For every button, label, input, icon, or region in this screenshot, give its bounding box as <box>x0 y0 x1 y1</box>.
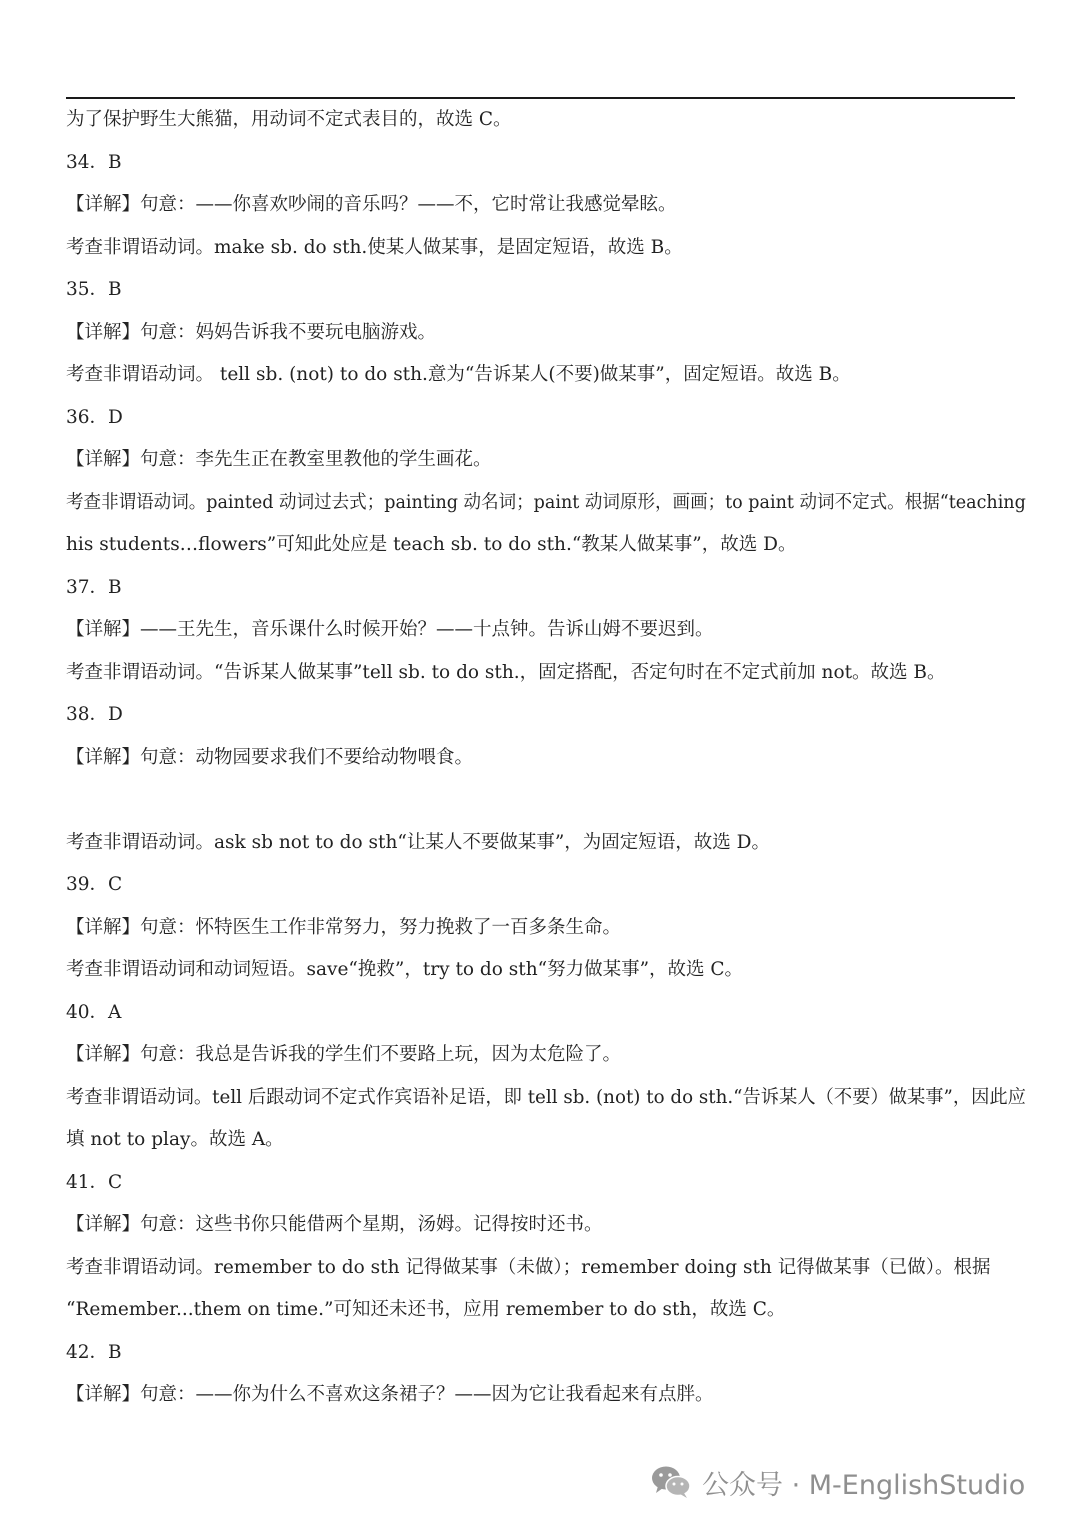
text-line: 考查非谓语动词。painted 动词过去式；painting 动名词；paint 动词原形，画画；to paint 动词不定式。根据“teaching <box>66 492 1026 513</box>
explanation-line: 【详解】句意：怀特医生工作非常努力，努力挽救了一百多条生命。 <box>66 917 622 938</box>
watermark-text: 公众号 · M-EnglishStudio <box>702 1469 1026 1501</box>
text-line: 考查非谓语动词。remember to do sth 记得做某事（未做）；remember doing sth 记得做某事（已做）。根据 <box>66 1257 991 1278</box>
answer-number: 41．C <box>66 1172 123 1193</box>
wechat-icon <box>650 1464 692 1500</box>
text-line: 考查非谓语动词和动词短语。save“挽救”，try to do sth“努力做某事”，故选 C。 <box>66 959 744 980</box>
explanation-line: 【详解】句意：——你喜欢吵闹的音乐吗？——不，它时常让我感觉晕眩。 <box>66 194 677 215</box>
explanation-line: 【详解】句意：——你为什么不喜欢这条裙子？——因为它让我看起来有点胖。 <box>66 1384 714 1405</box>
explanation-line: 【详解】——王先生，音乐课什么时候开始？——十点钟。告诉山姆不要迟到。 <box>66 619 714 640</box>
text-line: 填 not to play。故选 A。 <box>66 1129 284 1150</box>
answer-number: 40．A <box>66 1002 122 1023</box>
explanation-line: 【详解】句意：李先生正在教室里教他的学生画花。 <box>66 449 492 470</box>
explanation-line: 【详解】句意：动物园要求我们不要给动物喂食。 <box>66 747 474 768</box>
text-line: his students…flowers”可知此处应是 teach sb. to do sth.“教某人做某事”，故选 D。 <box>66 534 797 555</box>
answer-number: 35．B <box>66 279 122 300</box>
text-line: 考查非谓语动词。ask sb not to do sth“让某人不要做某事”，为固定短语，故选 D。 <box>66 832 770 853</box>
text-line: 考查非谓语动词。 tell sb. (not) to do sth.意为“告诉某人(不要)做某事”，固定短语。故选 B。 <box>66 364 851 385</box>
answer-number: 42．B <box>66 1342 122 1363</box>
watermark <box>650 1462 1025 1502</box>
answer-number: 34．B <box>66 152 122 173</box>
text-line: 为了保护野生大熊猫，用动词不定式表目的，故选 C。 <box>66 109 512 130</box>
answer-number: 37．B <box>66 577 122 598</box>
text-line: 考查非谓语动词。“告诉某人做某事”tell sb. to do sth.，固定搭配，否定句时在不定式前加 not。故选 B。 <box>66 662 946 683</box>
header-rule <box>66 97 1015 99</box>
explanation-line: 【详解】句意：妈妈告诉我不要玩电脑游戏。 <box>66 322 437 343</box>
text-line: 考查非谓语动词。tell 后跟动词不定式作宾语补足语，即 tell sb. (not) to do sth.“告诉某人（不要）做某事”，因此应 <box>66 1087 1026 1108</box>
answer-number: 38．D <box>66 704 123 725</box>
text-line: 考查非谓语动词。make sb. do sth.使某人做某事，是固定短语，故选 B。 <box>66 237 683 258</box>
answer-number: 36．D <box>66 407 123 428</box>
explanation-line: 【详解】句意：这些书你只能借两个星期，汤姆。记得按时还书。 <box>66 1214 603 1235</box>
answer-number: 39．C <box>66 874 123 895</box>
explanation-line: 【详解】句意：我总是告诉我的学生们不要路上玩，因为太危险了。 <box>66 1044 622 1065</box>
text-line: “Remember...them on time.”可知还未还书，应用 remember to do sth，故选 C。 <box>66 1299 786 1320</box>
